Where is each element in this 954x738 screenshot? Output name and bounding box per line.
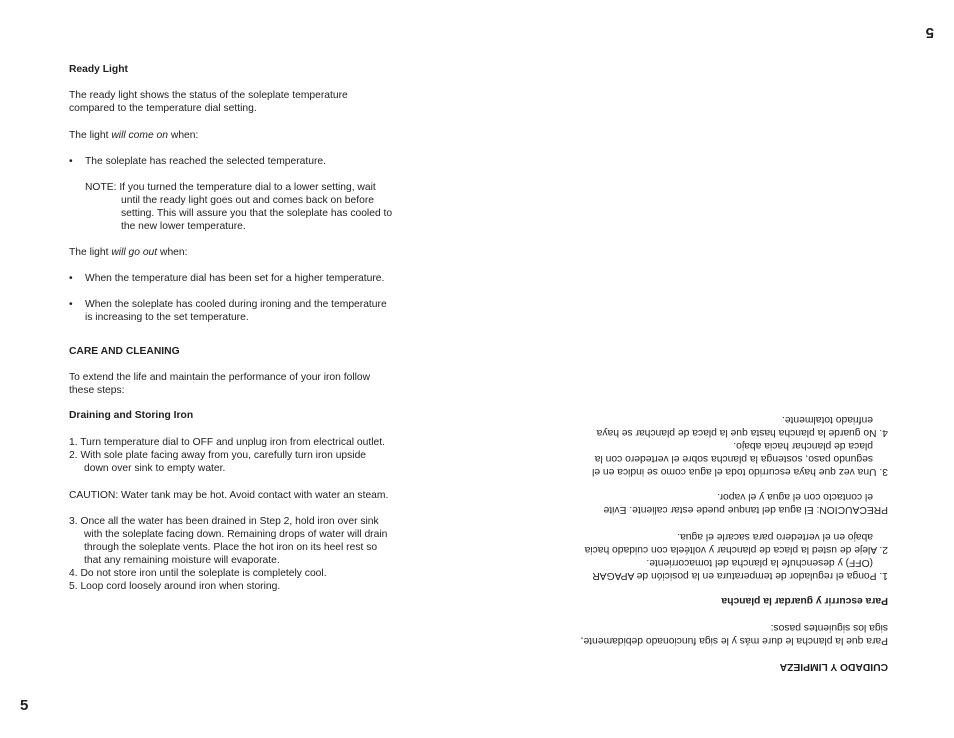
spanish-step-line: placa de planchar hacia abajo. bbox=[733, 440, 873, 451]
spanish-step-line: 2. Aleje de usted la placa de planchar y voltéela con cuidado hacia bbox=[584, 544, 888, 555]
bullet-marker: • bbox=[69, 273, 73, 284]
ready-light-paragraph-line: compared to the temperature dial setting. bbox=[69, 103, 257, 114]
spanish-caution-line: PRECAUCION: El agua del tanque puede estar caliente. Evite bbox=[603, 504, 888, 515]
bullet-marker: • bbox=[69, 156, 73, 167]
escurrir-heading: Para escurrir y guardar la plancha bbox=[721, 595, 888, 606]
step-line: 4. Do not store iron until the soleplate is completely cool. bbox=[69, 568, 327, 579]
spanish-step-line: segundo paso, sostenga la plancha sobre el vertedero con la bbox=[594, 453, 873, 464]
step-line: that any remaining moisture will evaporate. bbox=[84, 555, 280, 566]
text-span: The light bbox=[69, 130, 112, 141]
spanish-step-line: enfriado totalmente. bbox=[781, 414, 873, 425]
care-intro-line: To extend the life and maintain the performance of your iron follow bbox=[69, 372, 371, 383]
note-line: the new lower temperature. bbox=[121, 221, 246, 232]
spanish-step-line: 4. No guarde la plancha hasta que la placa de planchar se haya bbox=[596, 427, 888, 438]
spanish-step-line: 3. Una vez que haya escurrido toda el agua como se indica en el bbox=[592, 466, 888, 477]
page-number: 5 bbox=[925, 24, 934, 41]
note-line: until the ready light goes out and comes back on before bbox=[121, 195, 375, 206]
spanish-step-line: abajo en el vertedero para sacarle el agua. bbox=[677, 531, 873, 542]
step-line: 1. Turn temperature dial to OFF and unplug iron from electrical outlet. bbox=[69, 437, 385, 448]
emphasis-text: will come on bbox=[111, 130, 169, 141]
care-intro-line: these steps: bbox=[69, 385, 125, 396]
spanish-step-line: (OFF) y desenchufe la plancha del tomacorriente. bbox=[646, 557, 873, 568]
emphasis-text: will go out bbox=[111, 247, 158, 258]
spanish-caution-line: el contacto con el agua y el vapor. bbox=[717, 491, 873, 502]
text-span: when: bbox=[157, 247, 188, 258]
note-line: NOTE: If you turned the temperature dial to a lower setting, wait bbox=[85, 182, 376, 193]
text-span: The light bbox=[69, 247, 112, 258]
bullet-item: When the temperature dial has been set for a higher temperature. bbox=[85, 273, 385, 284]
caution-line: CAUTION: Water tank may be hot. Avoid contact with water an steam. bbox=[69, 490, 389, 501]
cuidado-heading: CUIDADO Y LIMPIEZA bbox=[779, 661, 888, 672]
care-cleaning-heading: CARE AND CLEANING bbox=[69, 346, 180, 357]
bullet-item: is increasing to the set temperature. bbox=[85, 312, 249, 323]
step-line: through the soleplate vents. Place the hot iron on its heel rest so bbox=[84, 542, 378, 553]
bullet-item: When the soleplate has cooled during ironing and the temperature bbox=[85, 299, 387, 310]
step-line: with the soleplate facing down. Remaining drops of water will drain bbox=[84, 529, 388, 540]
step-line: 2. With sole plate facing away from you, carefully turn iron upside bbox=[69, 450, 367, 461]
page-number: 5 bbox=[20, 697, 29, 714]
spanish-intro-line: siga los siguientes pasos: bbox=[770, 622, 888, 633]
text-span: when: bbox=[168, 130, 199, 141]
spanish-intro-line: Para que la plancha le dure más y le siga funcionado debidamente, bbox=[580, 635, 888, 646]
note-line: setting. This will assure you that the soleplate has cooled to bbox=[121, 208, 393, 219]
step-line: 3. Once all the water has been drained in Step 2, hold iron over sink bbox=[69, 516, 379, 527]
spanish-step-line: 1. Ponga el regulador de temperatura en la posición de APAGAR bbox=[592, 570, 888, 581]
step-line: 5. Loop cord loosely around iron when storing. bbox=[69, 581, 281, 592]
bullet-item: The soleplate has reached the selected temperature. bbox=[85, 156, 326, 167]
bullet-marker: • bbox=[69, 299, 73, 310]
ready-light-paragraph-line: The ready light shows the status of the soleplate temperature bbox=[69, 90, 348, 101]
step-line: down over sink to empty water. bbox=[84, 463, 226, 474]
draining-storing-heading: Draining and Storing Iron bbox=[69, 410, 194, 421]
ready-light-heading: Ready Light bbox=[69, 64, 128, 75]
